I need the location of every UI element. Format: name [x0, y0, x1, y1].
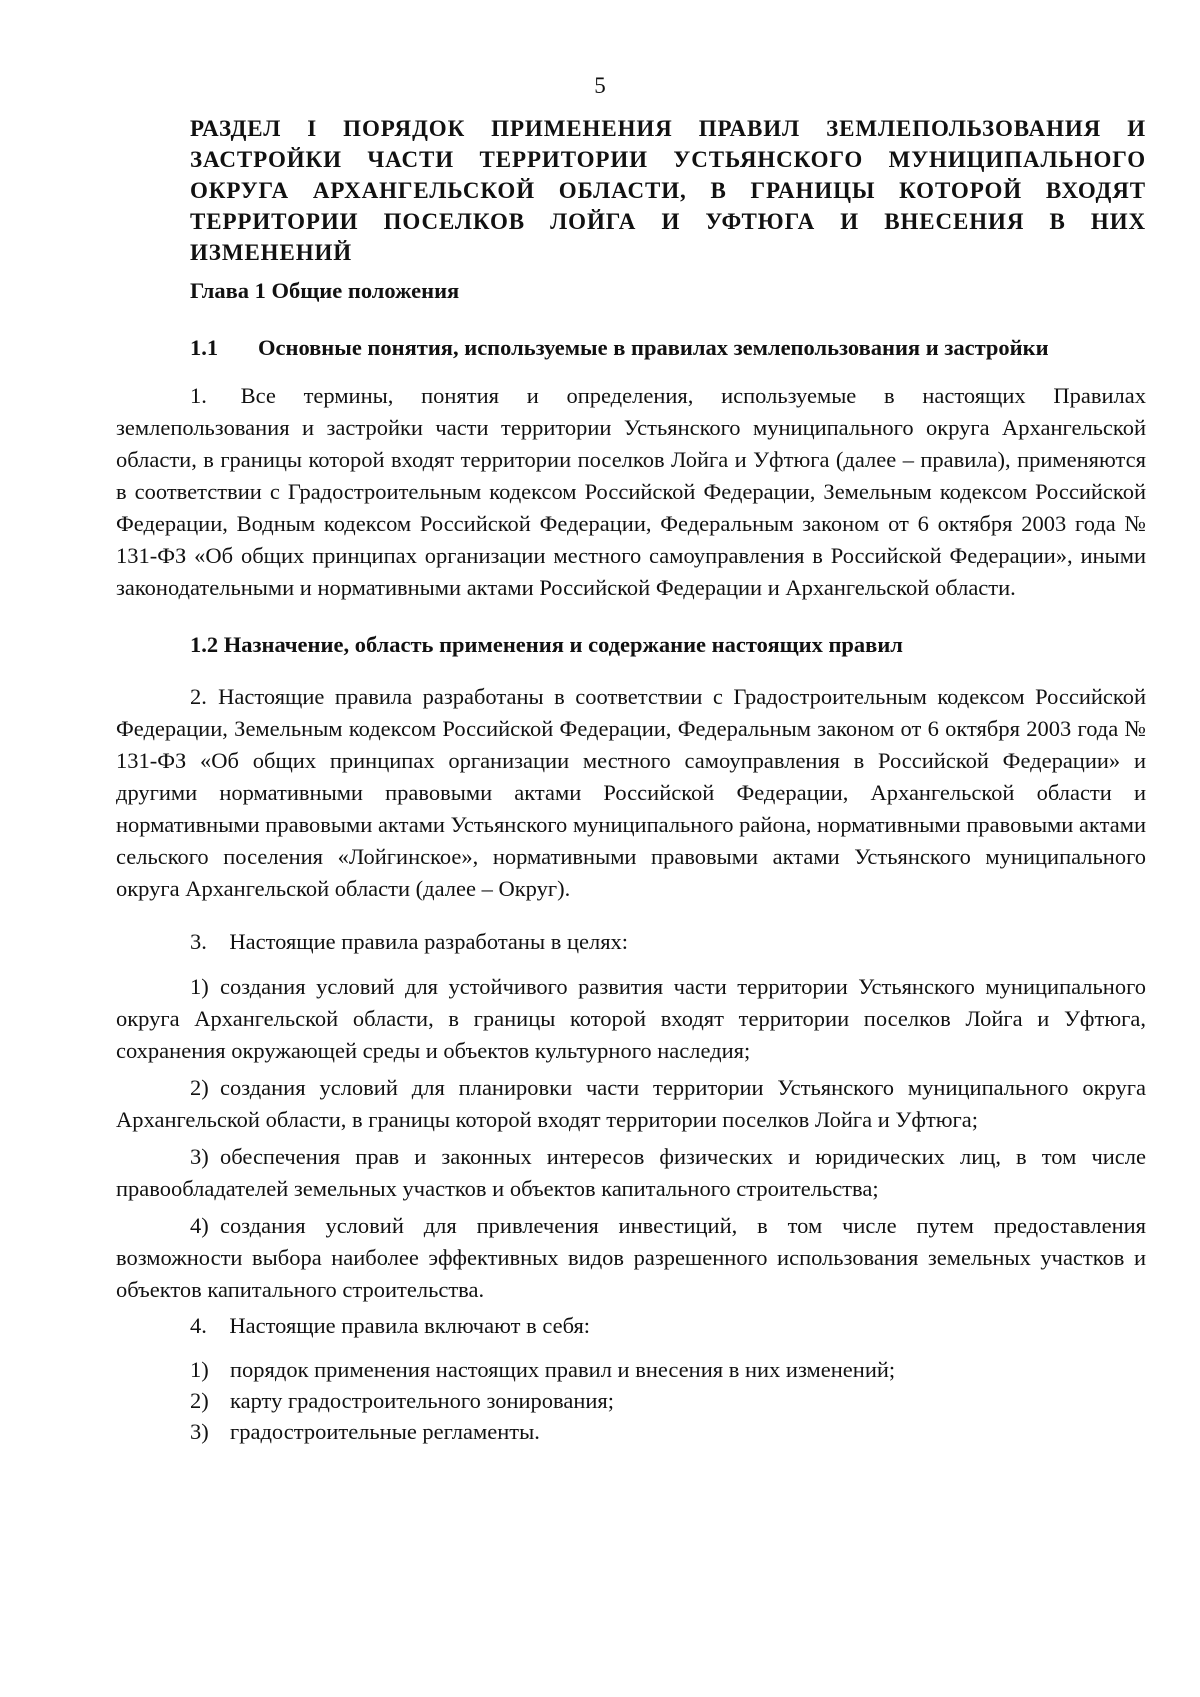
subsection-1-1-heading: [190, 332, 1150, 364]
paragraph-4: 4. Настоящие правила включают в себя:: [190, 1313, 591, 1338]
goal-item-1: 1) создания условий для устойчивого развития части территории Устьянского муниципального округа Архангельской области, в границы которой входят территории поселков Лойга и Уфтюга, сохранения окружающей среды и объектов культурного наследия;: [116, 974, 1146, 1063]
goal-item-3: 3) обеспечения прав и законных интересов физических и юридических лиц, в том числе правообладателей земельных участков и объектов капитального строительства;: [116, 1144, 1146, 1201]
subsection-1-2-heading: 1.2 Назначение, область применения и содержание настоящих правил: [190, 632, 903, 657]
contents-item-3: [190, 1416, 1146, 1448]
subsection-1-1-number: 1.1: [190, 335, 219, 360]
page-number: 5: [594, 73, 606, 98]
goal-item-4: 4) создания условий для привлечения инвестиций, в том числе путем предоставления возможности выбора наиболее эффективных видов разрешенного использования земельных участков и объектов капитального строительства.: [116, 1213, 1146, 1302]
contents-item-number: 2): [190, 1388, 209, 1413]
paragraph-3: 3. Настоящие правила разработаны в целях:: [190, 929, 629, 954]
section-title: РАЗДЕЛ I ПОРЯДОК ПРИМЕНЕНИЯ ПРАВИЛ ЗЕМЛЕПОЛЬЗОВАНИЯ И ЗАСТРОЙКИ ЧАСТИ ТЕРРИТОРИИ УСТЬЯНСКОГО МУНИЦИПАЛЬНОГО ОКРУГА АРХАНГЕЛЬСКОЙ ОБЛАСТИ, В ГРАНИЦЫ КОТОРОЙ ВХОДЯТ ТЕРРИТОРИИ ПОСЕЛКОВ ЛОЙГА И УФТЮГА И ВНЕСЕНИЯ В НИХ ИЗМЕНЕНИЙ: [190, 116, 1146, 265]
contents-item-number: 3): [190, 1419, 209, 1444]
contents-item-2: [190, 1385, 1146, 1417]
contents-item-number: 1): [190, 1357, 209, 1382]
chapter-title: Глава 1 Общие положения: [190, 278, 460, 303]
contents-item-text: порядок применения настоящих правил и внесения в них изменений;: [230, 1357, 896, 1382]
contents-item-text: градостроительные регламенты.: [230, 1419, 540, 1444]
paragraph-2: 2. Настоящие правила разработаны в соответствии с Градостроительным кодексом Российской Федерации, Земельным кодексом Российской Федерации, Федеральным законом от 6 октября 2003 года № 131-ФЗ «Об общих принципах организации местного самоуправления в Российской Федерации» и другими нормативными правовыми актами Российской Федерации, Архангельской области и нормативными правовыми актами Устьянского муниципального района, нормативными правовыми актами сельского поселения «Лойгинское», нормативными правовыми актами Устьянского муниципального округа Архангельской области (далее – Округ).: [116, 684, 1146, 901]
contents-item-1: [190, 1354, 1146, 1386]
subsection-1-1-title: Основные понятия, используемые в правилах землепользования и застройки: [258, 335, 1049, 360]
goal-item-2: 2) создания условий для планировки части территории Устьянского муниципального округа Архангельской области, в границы которой входят территории поселков Лойга и Уфтюга;: [116, 1075, 1146, 1132]
paragraph-1: 1. Все термины, понятия и определения, используемые в настоящих Правилах землепользования и застройки части территории Устьянского муниципального округа Архангельской области, в границы которой входят территории поселков Лойга и Уфтюга (далее – правила), применяются в соответствии с Градостроительным кодексом Российской Федерации, Земельным кодексом Российской Федерации, Водным кодексом Российской Федерации, Федеральным законом от 6 октября 2003 года № 131-ФЗ «Об общих принципах организации местного самоуправления в Российской Федерации», иными законодательными и нормативными актами Российской Федерации и Архангельской области.: [116, 383, 1146, 600]
contents-item-text: карту градостроительного зонирования;: [230, 1388, 615, 1413]
